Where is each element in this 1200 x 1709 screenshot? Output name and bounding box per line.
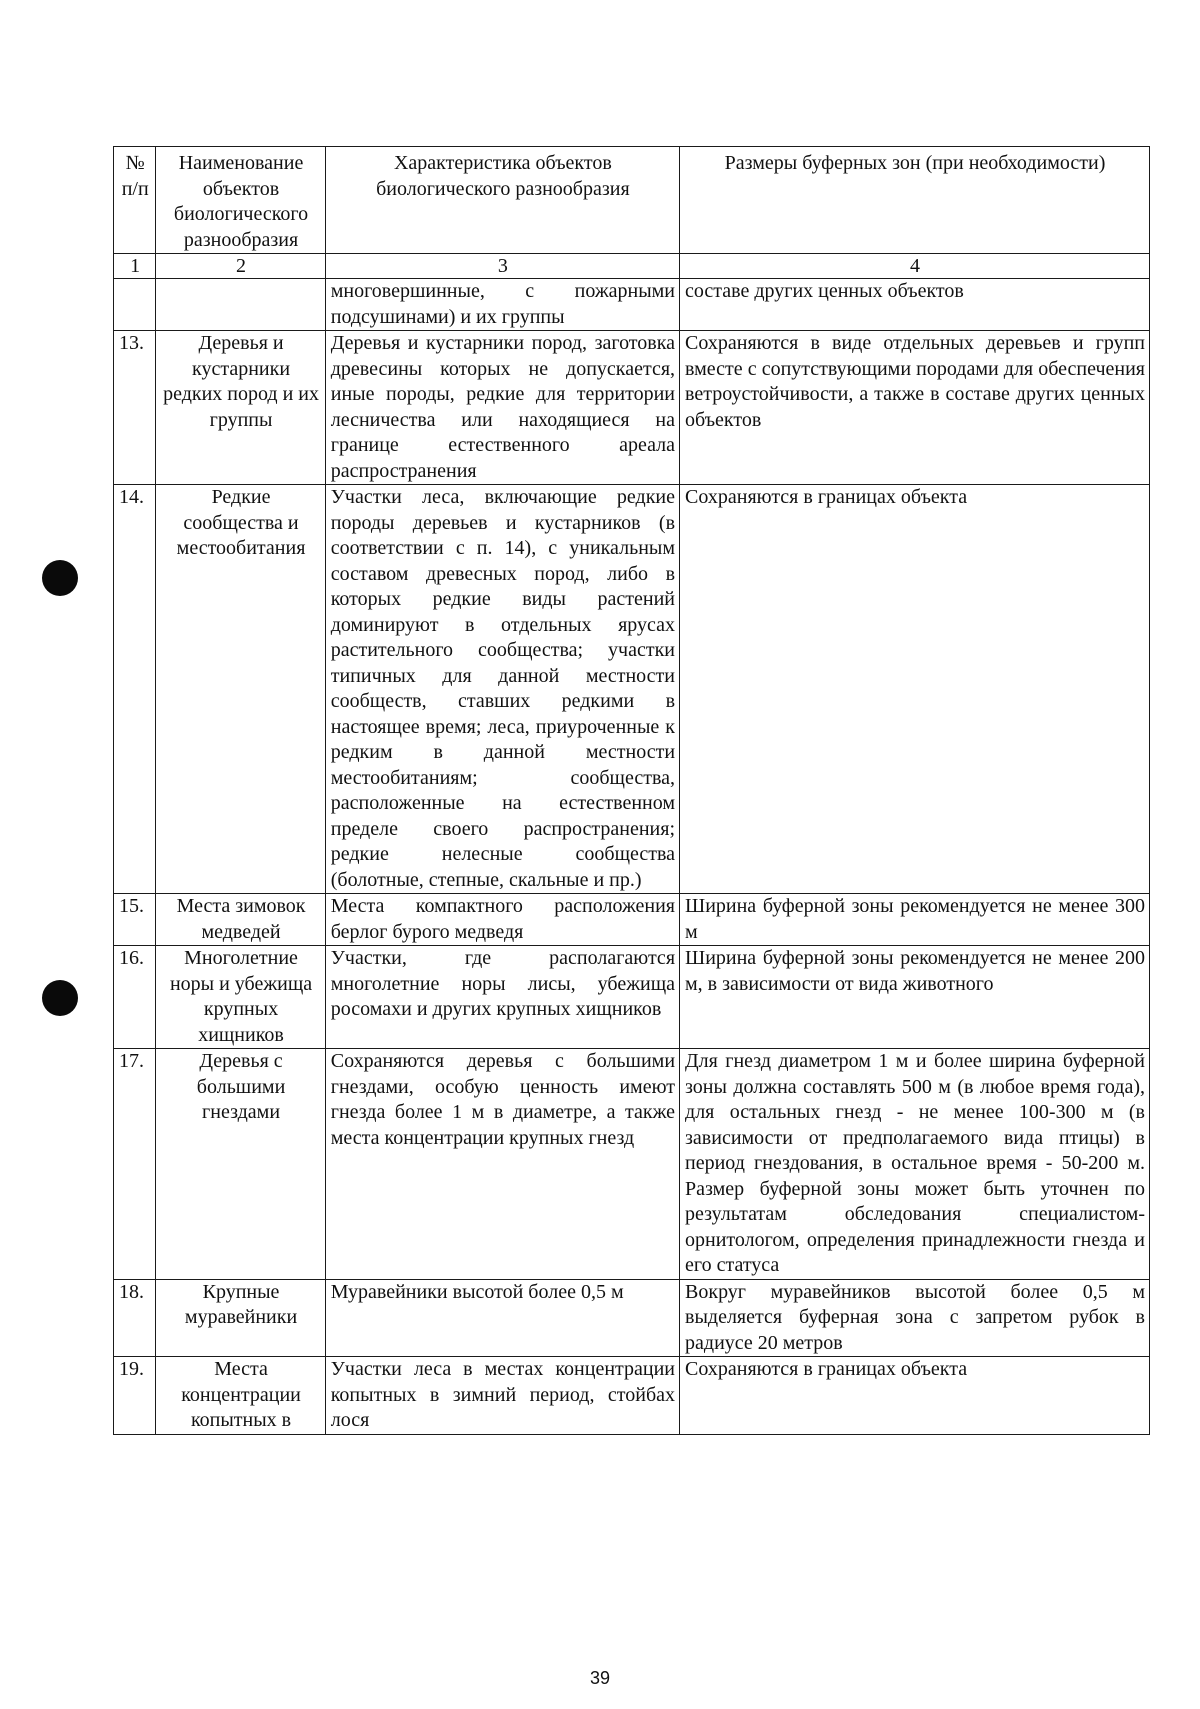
- table-row: [114, 1279, 1150, 1357]
- table-row: [114, 894, 1150, 946]
- row-number: 19.: [114, 1357, 156, 1435]
- row-number: 14.: [114, 485, 156, 894]
- column-number: 1: [114, 254, 156, 279]
- row-buffer: Сохраняются в границах объекта: [680, 485, 1150, 894]
- table-header-row: [114, 147, 1150, 254]
- row-buffer: Вокруг муравейников высотой более 0,5 м выделяется буферная зона с запретом рубок в радиусе 20 метров: [680, 1279, 1150, 1357]
- biodiversity-table: [113, 146, 1150, 1435]
- row-name: Редкие сообщества и местообитания: [156, 485, 325, 894]
- row-number: 15.: [114, 894, 156, 946]
- binder-hole-top: [42, 560, 78, 596]
- column-numbers-row: [114, 254, 1150, 279]
- row-name: Места зимовок медведей: [156, 894, 325, 946]
- header-name: Наименование объектов биологического разнообразия: [156, 147, 325, 254]
- row-buffer: составе других ценных объектов: [680, 279, 1150, 331]
- row-description: Муравейники высотой более 0,5 м: [325, 1279, 679, 1357]
- table-row: [114, 1049, 1150, 1280]
- row-name: [156, 279, 325, 331]
- header-number: № п/п: [114, 147, 156, 254]
- table-row: [114, 485, 1150, 894]
- table-row: [114, 279, 1150, 331]
- row-description: Участки леса в местах концентрации копытных в зимний период, стойбах лося: [325, 1357, 679, 1435]
- row-name: Многолетние норы и убежища крупных хищников: [156, 946, 325, 1049]
- table-row: [114, 1357, 1150, 1435]
- row-number: 18.: [114, 1279, 156, 1357]
- row-number: 16.: [114, 946, 156, 1049]
- row-name: Деревья с большими гнездами: [156, 1049, 325, 1280]
- binder-hole-bottom: [42, 980, 78, 1016]
- row-number: [114, 279, 156, 331]
- table-row: [114, 331, 1150, 485]
- row-buffer: Ширина буферной зоны рекомендуется не менее 200 м, в зависимости от вида животного: [680, 946, 1150, 1049]
- row-buffer: Сохраняются в границах объекта: [680, 1357, 1150, 1435]
- row-number: 17.: [114, 1049, 156, 1280]
- row-buffer: Ширина буферной зоны рекомендуется не менее 300 м: [680, 894, 1150, 946]
- row-description: Участки, где располагаются многолетние норы лисы, убежища росомахи и других крупных хищников: [325, 946, 679, 1049]
- column-number: 3: [325, 254, 679, 279]
- column-number: 2: [156, 254, 325, 279]
- row-description: Участки леса, включающие редкие породы деревьев и кустарников (в соответствии с п. 14), с уникальным составом древесных пород, либо в которых редкие виды растений доминируют в отдельных ярусах растительного сообщества; участки типичных для данной местности сообществ, ставших редкими в настоящее время; леса, приуроченные к редким в данной местности местообитаниям; сообщества, расположенные на естественном пределе своего распространения; редкие нелесные сообщества (болотные, степные, скальные и пр.): [325, 485, 679, 894]
- row-description: Сохраняются деревья с большими гнездами, особую ценность имеют гнезда более 1 м в диаметре, а также места концентрации крупных гнезд: [325, 1049, 679, 1280]
- row-buffer: Сохраняются в виде отдельных деревьев и групп вместе с сопутствующими породами для обеспечения ветроустойчивости, а также в составе других ценных объектов: [680, 331, 1150, 485]
- table-row: [114, 946, 1150, 1049]
- row-buffer: Для гнезд диаметром 1 м и более ширина буферной зоны должна составлять 500 м (в любое время года), для остальных гнезд - не менее 100-300 м (в зависимости от предполагаемого вида птицы) в период гнездования, в остальное время - 50-200 м. Размер буферной зоны может быть уточнен по результатам обследования специалистом-орнитологом, определения принадлежности гнезда и его статуса: [680, 1049, 1150, 1280]
- page-number: 39: [589, 1668, 611, 1688]
- row-description: многовершинные, с пожарными подсушинами) и их группы: [325, 279, 679, 331]
- row-name: Крупные муравейники: [156, 1279, 325, 1357]
- column-number: 4: [680, 254, 1150, 279]
- row-name: Деревья и кустарники редких пород и их группы: [156, 331, 325, 485]
- row-description: Места компактного расположения берлог бурого медведя: [325, 894, 679, 946]
- row-number: 13.: [114, 331, 156, 485]
- row-description: Деревья и кустарники пород, заготовка древесины которых не допускается, иные породы, редкие для территории лесничества или находящиеся на границе естественного ареала распространения: [325, 331, 679, 485]
- header-buffer: Размеры буферных зон (при необходимости): [680, 147, 1150, 254]
- row-name: Места концентрации копытных в: [156, 1357, 325, 1435]
- header-description: Характеристика объектов биологического разнообразия: [325, 147, 679, 254]
